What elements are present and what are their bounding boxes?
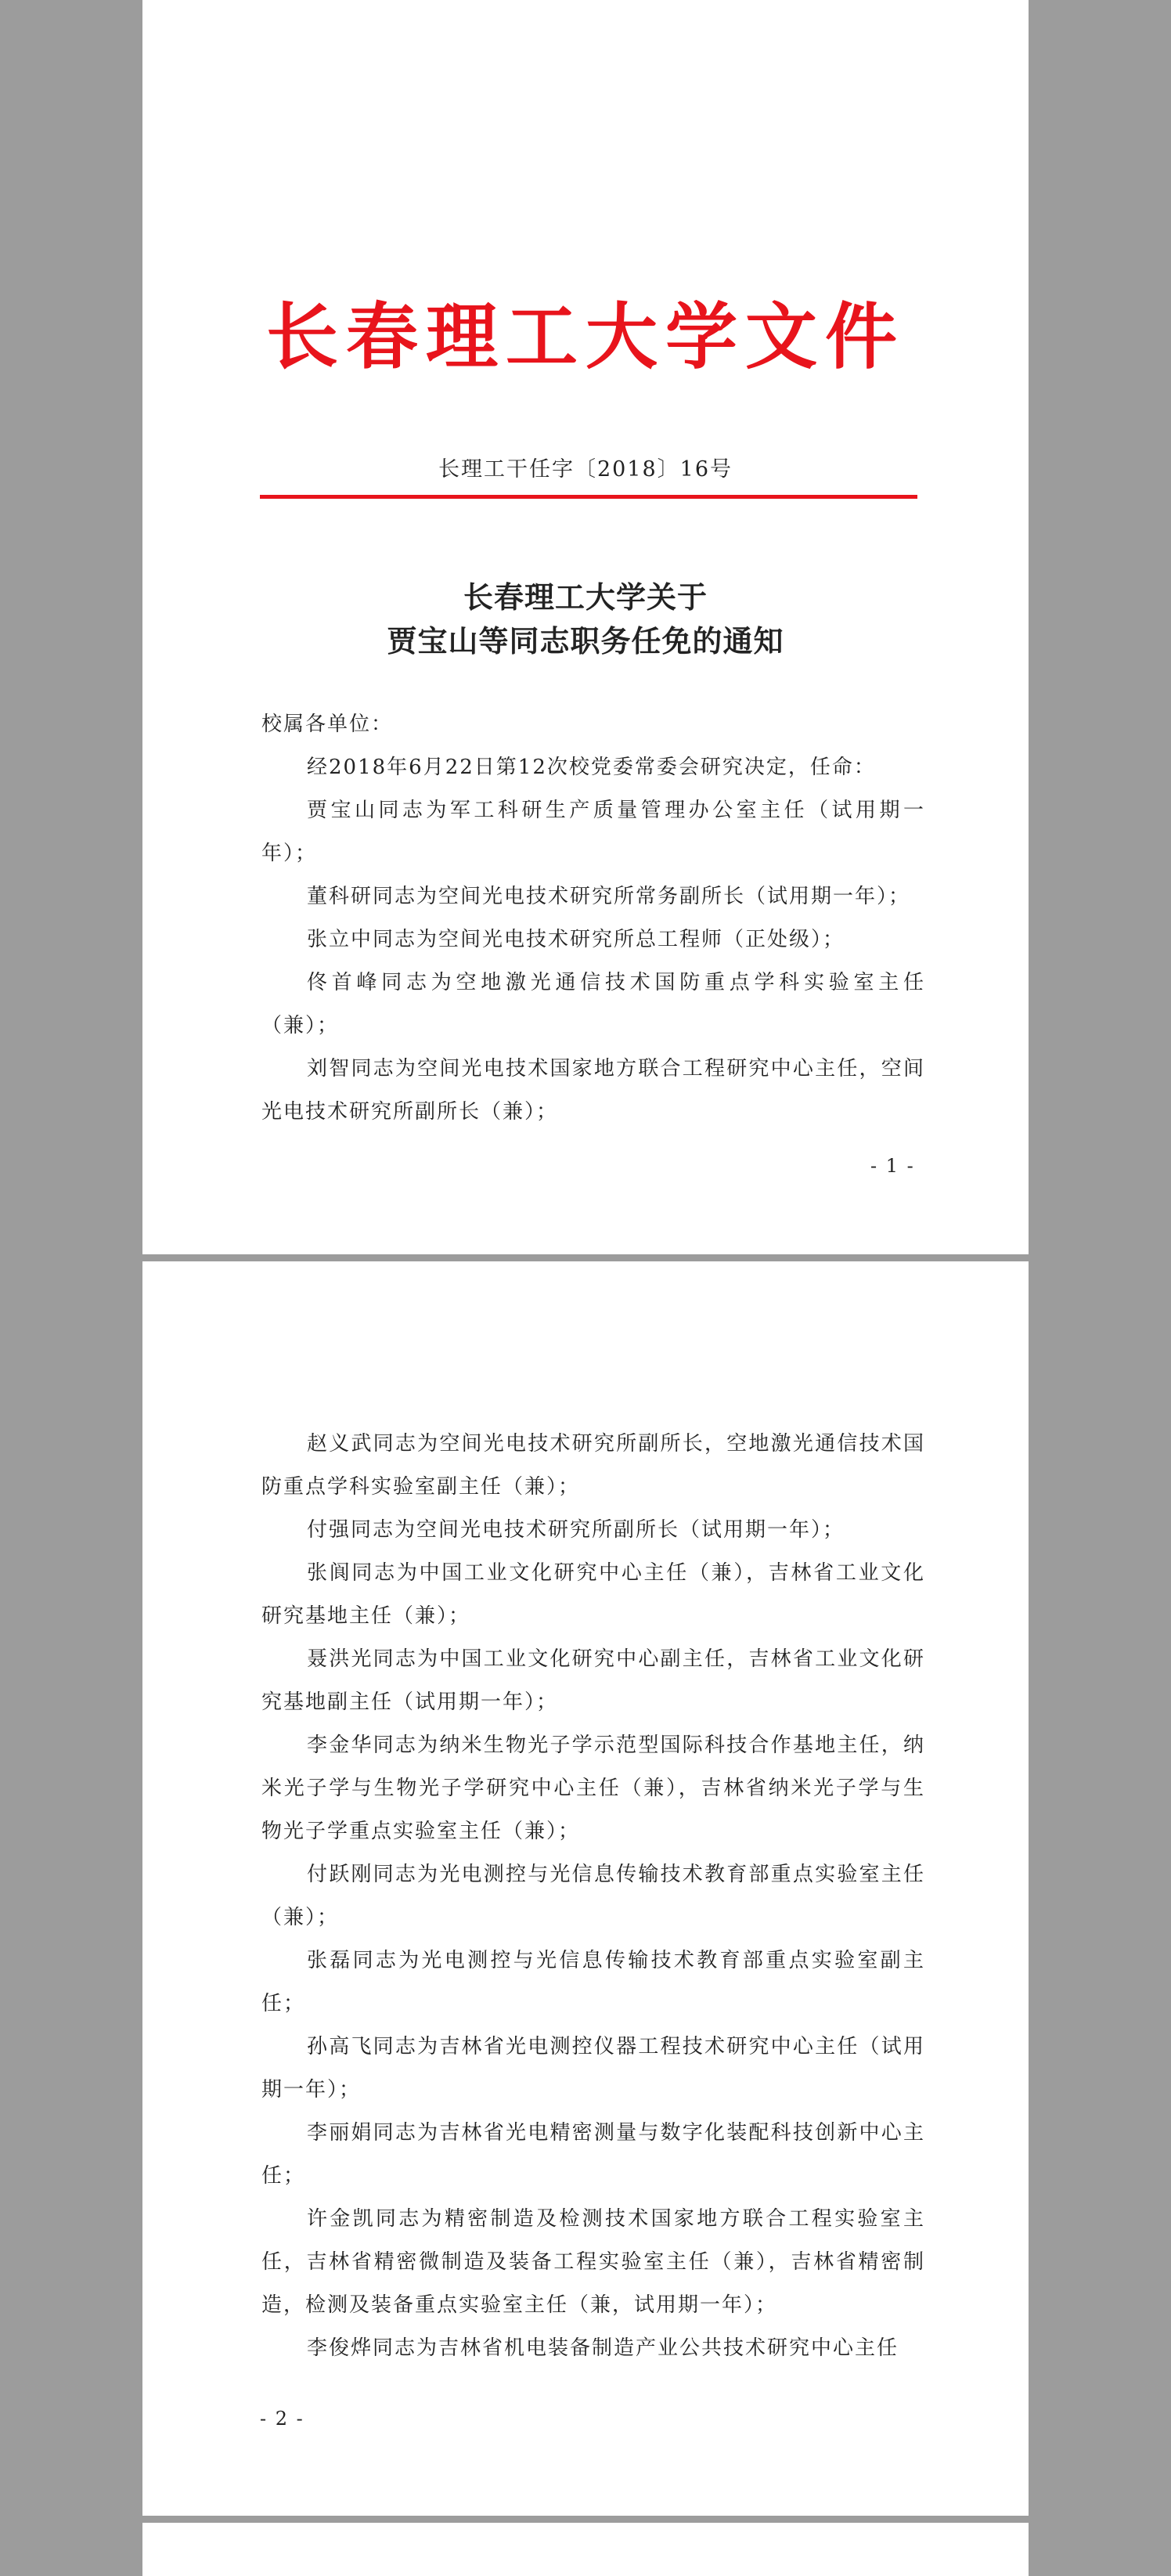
document-number: 长理工干任字〔2018〕16号	[438, 457, 733, 482]
paragraph: 张立中同志为空间光电技术研究所总工程师（正处级）；	[307, 928, 845, 951]
paragraph: 赵义武同志为空间光电技术研究所副所长，空地激光通信技术国防重点学科实验室副主任（兼）；	[261, 1432, 925, 1499]
paragraph: 张阆同志为中国工业文化研究中心主任（兼），吉林省工业文化研究基地主任（兼）；	[261, 1561, 925, 1628]
paragraph: 贾宝山同志为军工科研生产质量管理办公室主任（试用期一年）；	[261, 799, 925, 865]
paragraph: 孙高飞同志为吉林省光电测控仪器工程技术研究中心主任（试用期一年）；	[261, 2035, 925, 2102]
page-number: - 2 -	[260, 2408, 304, 2430]
notice-title-line-1: 长春理工大学关于	[463, 579, 708, 615]
paragraph: 佟首峰同志为空地激光通信技术国防重点学科实验室主任（兼）；	[261, 971, 925, 1037]
paragraph: 李丽娟同志为吉林省光电精密测量与数字化装配科技创新中心主任；	[261, 2121, 925, 2188]
notice-title	[142, 575, 1029, 663]
document-header-title: 长春理工大学文件	[265, 294, 905, 379]
salutation: 校属各单位：	[261, 713, 394, 736]
document-page-2	[142, 1261, 1029, 2516]
red-divider-line	[260, 495, 917, 499]
document-page-3	[142, 2523, 1029, 2576]
paragraph: 聂洪光同志为中国工业文化研究中心副主任，吉林省工业文化研究基地副主任（试用期一年）；	[261, 1647, 925, 1714]
notice-body-page-1	[261, 703, 925, 1134]
paragraph: 李金华同志为纳米生物光子学示范型国际科技合作基地主任，纳米光子学与生物光子学研究中心主任（兼），吉林省纳米光子学与生物光子学重点实验室主任（兼）；	[261, 1734, 925, 1843]
paragraph: 李俊烨同志为吉林省机电装备制造产业公共技术研究中心主任	[307, 2336, 899, 2360]
page-number: - 1 -	[870, 1155, 915, 1177]
paragraph: 刘智同志为空间光电技术国家地方联合工程研究中心主任，空间光电技术研究所副所长（兼）；	[261, 1057, 925, 1124]
paragraph: 许金凯同志为精密制造及检测技术国家地方联合工程实验室主任，吉林省精密微制造及装备工程实验室主任（兼），吉林省精密制造，检测及装备重点实验室主任（兼，试用期一年）；	[261, 2207, 925, 2317]
paragraph: 董科研同志为空间光电技术研究所常务副所长（试用期一年）；	[307, 885, 911, 908]
paragraph: 张磊同志为光电测控与光信息传输技术教育部重点实验室副主任；	[261, 1949, 925, 2015]
paragraph: 付强同志为空间光电技术研究所副所长（试用期一年）；	[307, 1518, 845, 1542]
paragraph: 经2018年6月22日第12次校党委常委会研究决定，任命：	[307, 756, 876, 779]
notice-title-line-2: 贾宝山等同志职务任免的通知	[387, 623, 784, 658]
paragraph: 付跃刚同志为光电测控与光信息传输技术教育部重点实验室主任（兼）；	[261, 1863, 925, 1929]
document-page-1	[142, 0, 1029, 1254]
notice-body-page-2	[261, 1423, 925, 2370]
